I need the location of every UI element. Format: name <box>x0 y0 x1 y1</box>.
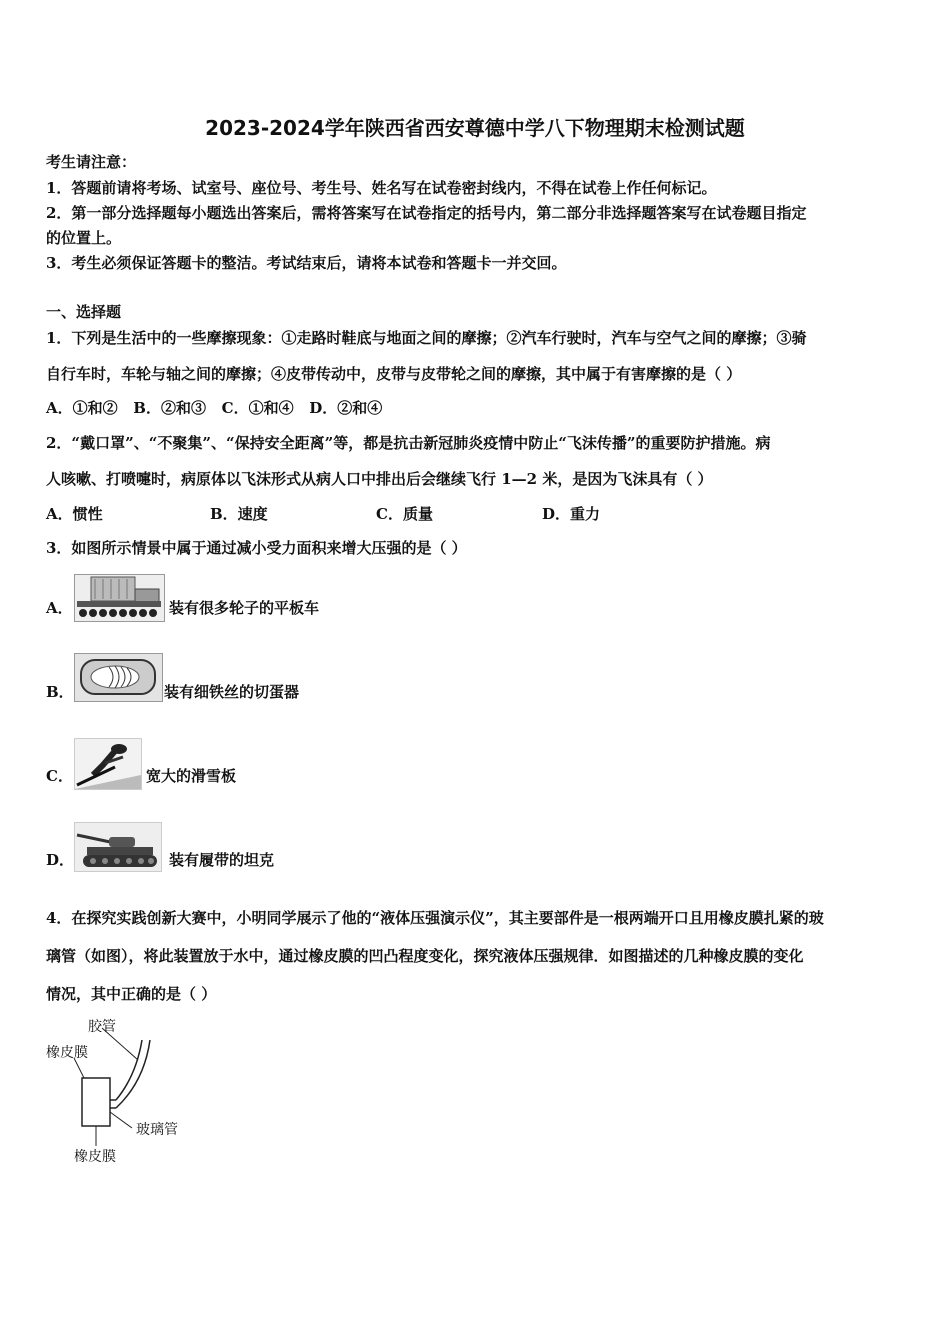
notice-item-2-cont: 的位置上。 <box>46 229 122 247</box>
q1-options: A．①和② B．②和③ C．①和④ D．②和④ <box>46 399 383 417</box>
pressure-device-diagram <box>44 1016 204 1166</box>
q1-line2: 自行车时，车轮与轴之间的摩擦；④皮带传动中，皮带与皮带轮之间的摩擦，其中属于有害摩擦的是（ ） <box>46 365 742 383</box>
q4-line2: 璃管（如图），将此装置放于水中，通过橡皮膜的凹凸程度变化，探究液体压强规律．如图描述的几种橡皮膜的变化 <box>46 947 804 965</box>
q3-option-d-letter: D． <box>46 851 75 869</box>
label-rubber-film-top: 橡皮膜 <box>46 1045 88 1061</box>
notice-item-2: 2．第一部分选择题每小题选出答案后，需将答案写在试卷指定的括号内，第二部分非选择题答案写在试卷题目指定 <box>46 204 807 222</box>
notice-item-1: 1．答题前请将考场、试室号、座位号、考生号、姓名写在试卷密封线内，不得在试卷上作任何标记。 <box>46 179 717 197</box>
label-rubber-film-bottom: 橡皮膜 <box>74 1149 116 1165</box>
q4-line3: 情况，其中正确的是（ ） <box>46 985 217 1003</box>
q3-option-c-letter: C． <box>46 767 73 785</box>
tank-image <box>74 822 162 872</box>
label-rubber-tube: 胶管 <box>88 1019 116 1035</box>
q2-option-d: D．重力 <box>542 505 601 523</box>
q2-line2: 人咳嗽、打喷嚏时，病原体以飞沫形式从病人口中排出后会继续飞行 1—2 米，是因为飞沫具有（ ） <box>46 470 713 488</box>
section-heading: 一、选择题 <box>46 303 122 321</box>
notice-item-3: 3．考生必须保证答题卡的整洁。考试结束后，请将本试卷和答题卡一并交回。 <box>46 254 567 272</box>
q4-line1: 4．在探究实践创新大赛中，小明同学展示了他的“液体压强演示仪”，其主要部件是一根两端开口且用橡皮膜扎紧的玻 <box>46 909 824 927</box>
skier-image <box>74 738 142 790</box>
q3-option-c-text: 宽大的滑雪板 <box>146 767 237 785</box>
q3-stem: 3．如图所示情景中属于通过减小受力面积来增大压强的是（ ） <box>46 539 467 557</box>
q2-option-a: A．惯性 <box>46 505 103 523</box>
flatbed-truck-image <box>74 574 165 622</box>
q2-line1: 2．“戴口罩”、“不聚集”、“保持安全距离”等，都是抗击新冠肺炎疫情中防止“飞沫传播”的重要防护措施。病 <box>46 434 771 452</box>
q3-option-b-text: 装有细铁丝的切蛋器 <box>164 683 300 701</box>
q3-option-a-letter: A． <box>46 599 73 617</box>
q3-option-b-letter: B． <box>46 683 74 701</box>
q3-option-a-text: 装有很多轮子的平板车 <box>169 599 320 617</box>
egg-slicer-image <box>74 653 163 702</box>
page-title: 2023-2024学年陕西省西安尊德中学八下物理期末检测试题 <box>205 116 745 140</box>
q3-option-d-text: 装有履带的坦克 <box>169 851 275 869</box>
label-glass-tube: 玻璃管 <box>136 1122 178 1138</box>
q2-option-b: B．速度 <box>210 505 268 523</box>
notice-heading: 考生请注意： <box>46 153 137 171</box>
q2-option-c: C．质量 <box>376 505 433 523</box>
q1-line1: 1．下列是生活中的一些摩擦现象：①走路时鞋底与地面之间的摩擦；②汽车行驶时，汽车与空气之间的摩擦；③骑 <box>46 329 807 347</box>
